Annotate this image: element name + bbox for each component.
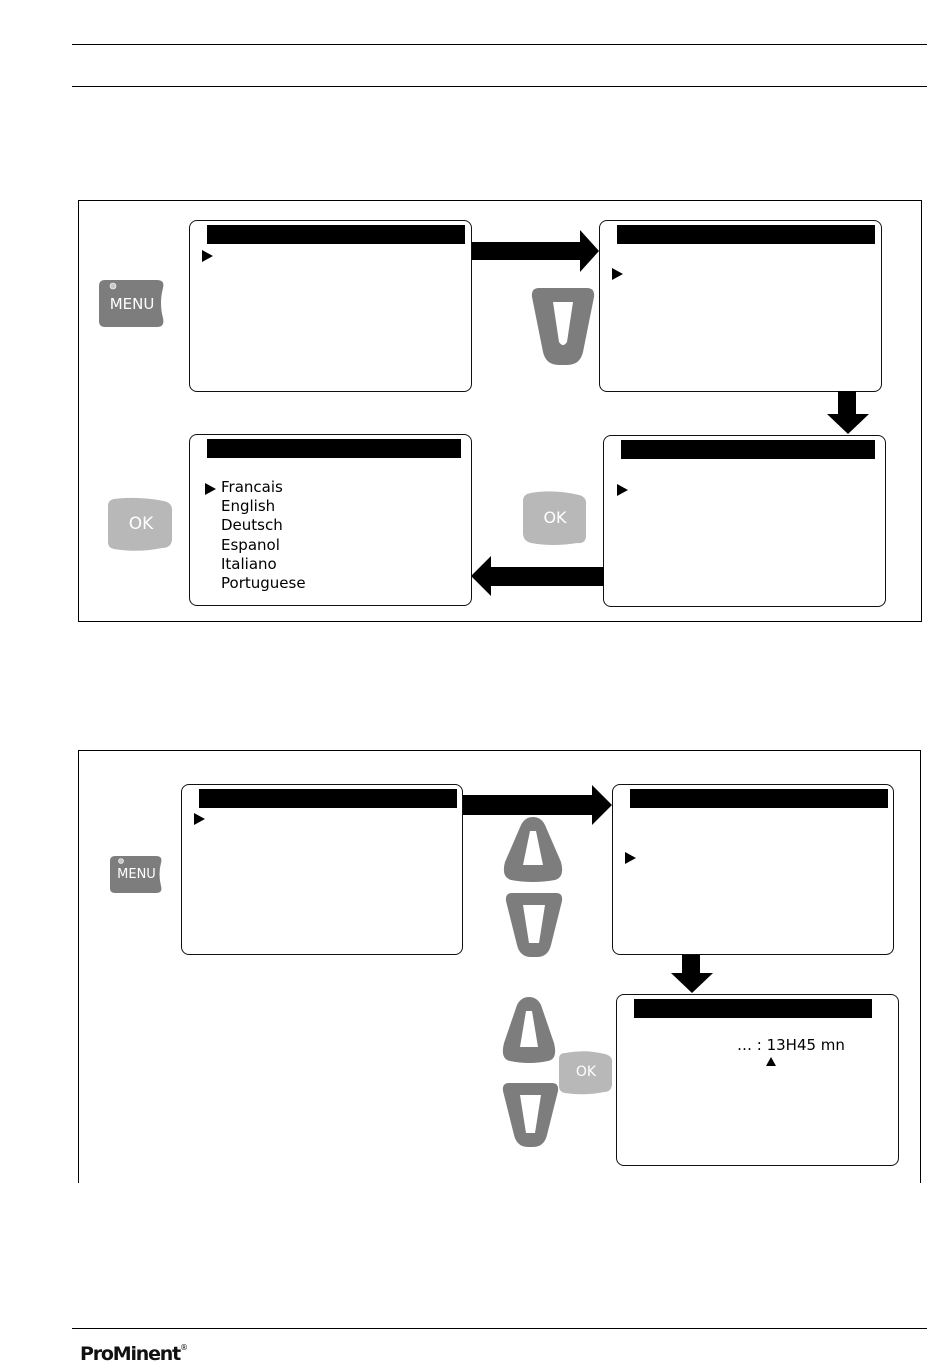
menu-button[interactable] [99, 280, 165, 327]
screen-main-menu [181, 784, 463, 955]
brand-logo-text: ProMinent [80, 1343, 180, 1365]
screen-language-option [603, 435, 886, 607]
ok-button-label: OK [575, 1064, 597, 1080]
language-option[interactable]: Espanol [221, 535, 280, 554]
down-button-icon[interactable] [505, 893, 563, 957]
brand-logo [80, 1343, 188, 1365]
screen-title-bar [207, 225, 465, 244]
menu-button-label: MENU [109, 295, 155, 313]
arrow-down-icon [827, 391, 869, 434]
arrow-left-icon [471, 556, 604, 596]
selection-cursor-icon [194, 813, 205, 825]
screen-time-setting [616, 994, 899, 1166]
language-option[interactable]: Italiano [221, 554, 277, 573]
header-rule-bottom [72, 86, 927, 87]
menu-button-label: MENU [117, 867, 156, 882]
screen-title-bar [207, 439, 461, 458]
figure-time-setting [78, 750, 921, 1183]
language-option[interactable]: Deutsch [221, 516, 283, 535]
down-button-icon[interactable] [531, 288, 595, 365]
edit-caret-icon [766, 1057, 776, 1066]
screen-main-menu [189, 220, 472, 392]
arrow-down-icon [671, 955, 713, 993]
up-button-icon[interactable] [501, 817, 565, 882]
selection-cursor-icon [202, 250, 213, 262]
language-option[interactable]: Francais [221, 478, 283, 496]
screen-submenu [599, 220, 882, 392]
up-button-icon[interactable] [501, 997, 557, 1063]
header-rule-top [72, 44, 927, 45]
ok-button[interactable] [108, 498, 174, 551]
selection-cursor-icon [617, 484, 628, 496]
screen-title-bar [630, 789, 888, 808]
screen-language-list [189, 434, 472, 606]
language-option[interactable]: English [221, 497, 276, 516]
language-list [221, 478, 306, 593]
ok-button[interactable] [523, 491, 587, 545]
screen-submenu [612, 784, 894, 955]
screen-title-bar [617, 225, 875, 244]
time-value: … : 13H45 mn [737, 1036, 845, 1054]
selection-cursor-icon [205, 483, 216, 495]
menu-button[interactable] [110, 856, 163, 893]
language-option[interactable]: Portuguese [221, 574, 306, 593]
ok-button-label: OK [128, 514, 154, 534]
arrow-right-icon [472, 230, 599, 272]
registered-mark: ® [180, 1343, 188, 1352]
figure-language-selection [78, 200, 922, 622]
screen-title-bar [634, 999, 872, 1018]
selection-cursor-icon [625, 852, 636, 864]
screen-title-bar [621, 440, 875, 459]
footer-rule [72, 1328, 927, 1329]
screen-title-bar [199, 789, 457, 808]
ok-button-label: OK [543, 508, 567, 527]
down-button-icon[interactable] [502, 1083, 559, 1147]
selection-cursor-icon [612, 268, 623, 280]
ok-button[interactable] [559, 1051, 613, 1095]
